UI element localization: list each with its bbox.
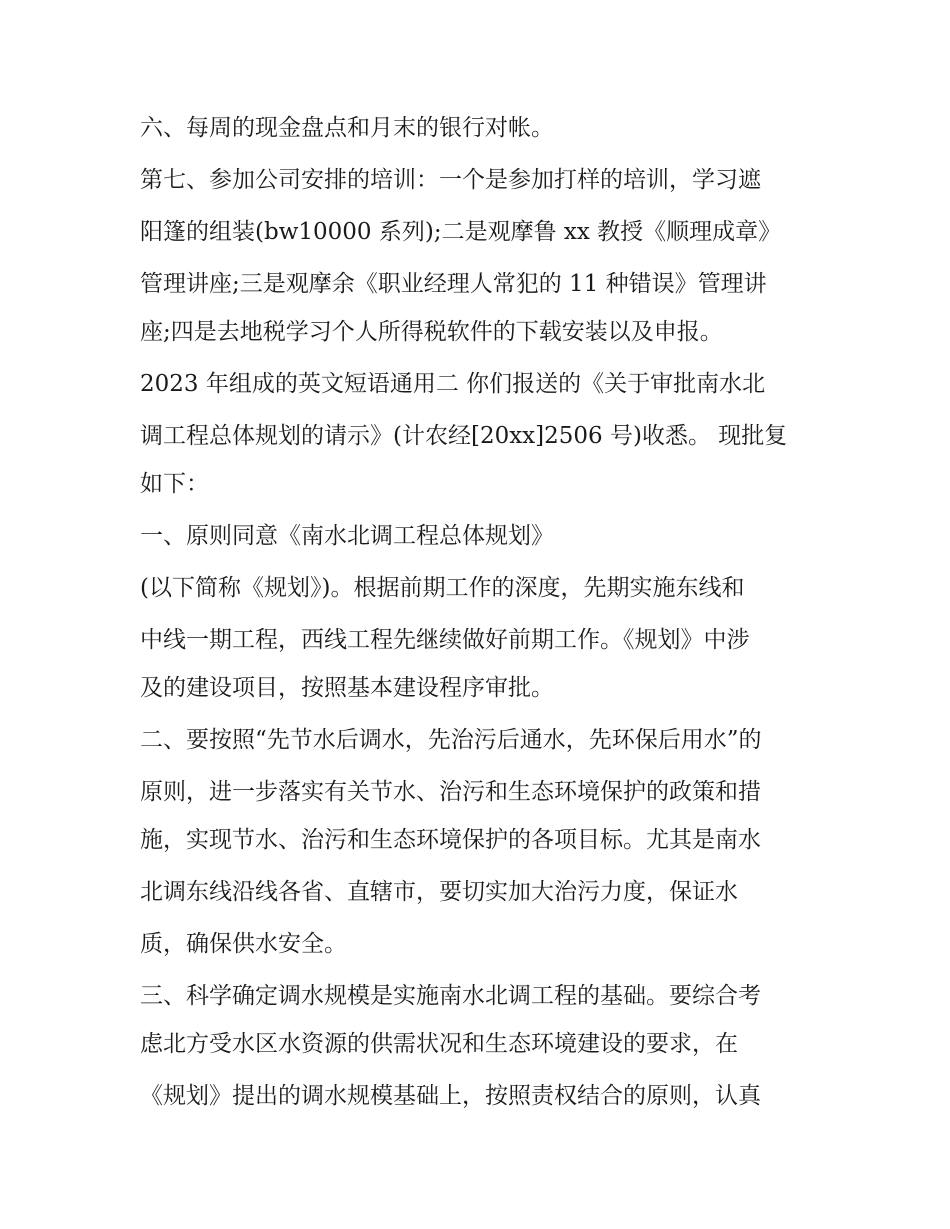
text-line: 中线一期工程，西线工程先继续做好前期工作。《规划》中涉 xyxy=(140,627,750,653)
text-line: 如下： xyxy=(140,471,209,497)
text-line: 座;四是去地税学习个人所得税软件的下载安装以及申报。 xyxy=(140,319,723,345)
text-line: 阳篷的组装(bw10000 系列);二是观摩鲁 xx 教授《顺理成章》 xyxy=(140,219,782,245)
text-line: 《规划》提出的调水规模基础上，按照责权结合的原则，认真 xyxy=(140,1083,761,1109)
text-line: 及的建设项目，按照基本建设程序审批。 xyxy=(140,675,554,701)
text-line: 虑北方受水区水资源的供需状况和生态环境建设的要求，在 xyxy=(140,1031,738,1057)
text-line: 二、要按照“先节水后调水，先治污后通水，先环保后用水”的 xyxy=(140,727,762,753)
text-line: 三、科学确定调水规模是实施南水北调工程的基础。要综合考 xyxy=(140,983,761,1009)
text-line: 一、原则同意《南水北调工程总体规划》 xyxy=(140,523,554,549)
text-line: (以下简称《规划》)。根据前期工作的深度，先期实施东线和 xyxy=(140,575,745,601)
text-line: 施，实现节水、治污和生态环境保护的各项目标。尤其是南水 xyxy=(140,827,761,853)
text-line: 原则，进一步落实有关节水、治污和生态环境保护的政策和措 xyxy=(140,779,761,805)
text-line: 质，确保供水安全。 xyxy=(140,931,347,957)
text-line: 北调东线沿线各省、直辖市，要切实加大治污力度，保证水 xyxy=(140,879,738,905)
text-line: 第七、参加公司安排的培训：一个是参加打样的培训，学习遮 xyxy=(140,167,761,193)
text-line: 管理讲座;三是观摩余《职业经理人常犯的 11 种错误》管理讲 xyxy=(140,271,767,297)
text-line: 调工程总体规划的请示》(计农经[20xx]2506 号)收悉。 现批复 xyxy=(140,423,788,449)
text-line: 2023 年组成的英文短语通用二 你们报送的《关于审批南水北 xyxy=(140,371,766,397)
text-line: 六、每周的现金盘点和月末的银行对帐。 xyxy=(140,115,554,141)
